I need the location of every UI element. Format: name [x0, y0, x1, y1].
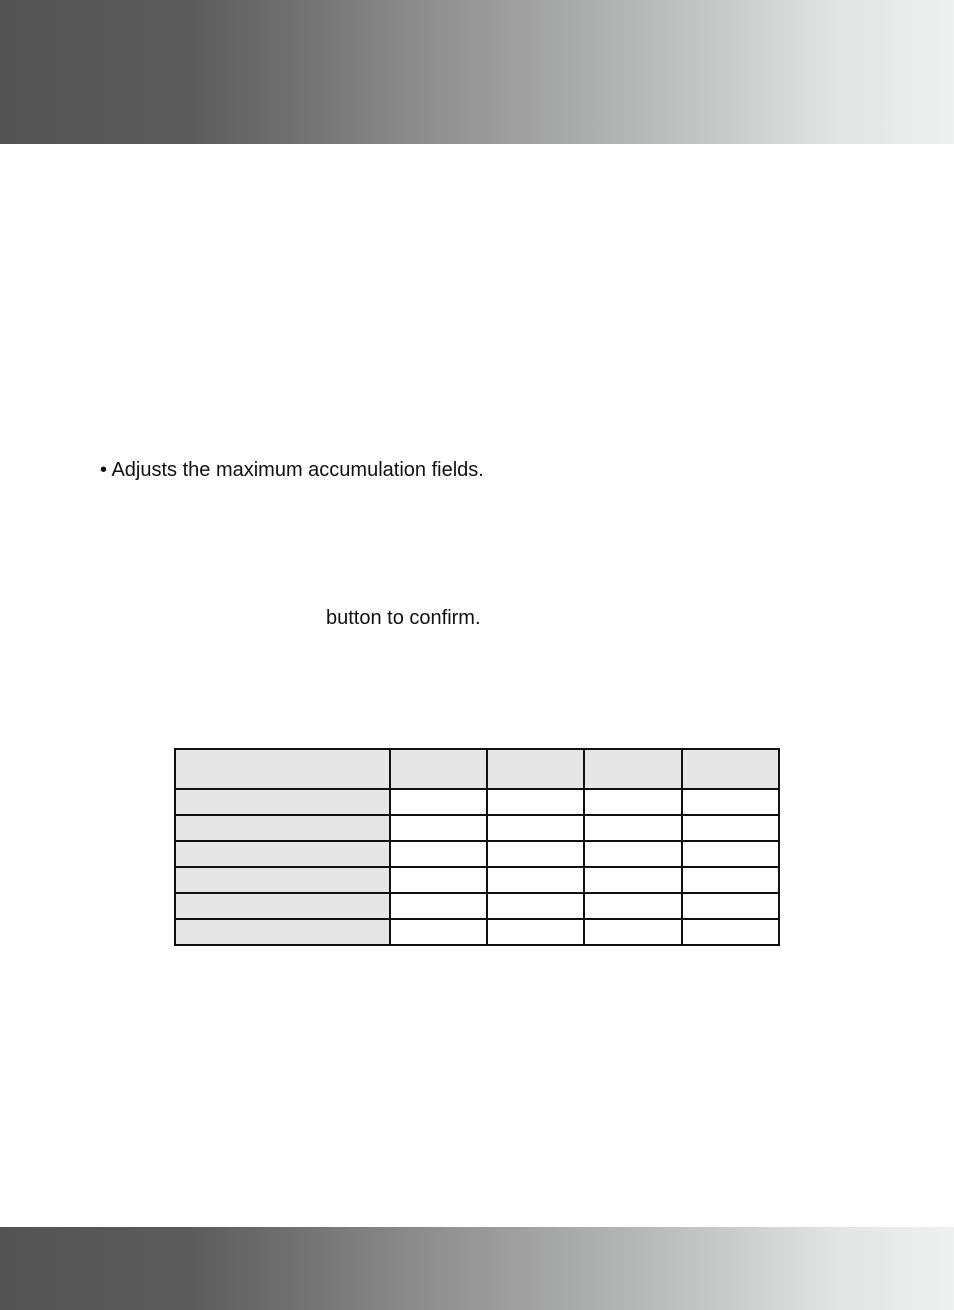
table-cell [584, 815, 681, 841]
table-cell [390, 841, 487, 867]
table-cell [390, 893, 487, 919]
table-cell [390, 815, 487, 841]
table-cell [682, 893, 779, 919]
table-row-label-cell [175, 919, 390, 945]
table-header-cell [175, 749, 390, 789]
table-cell [487, 841, 584, 867]
table-header-cell [584, 749, 681, 789]
table-row [175, 789, 779, 815]
table-cell [487, 919, 584, 945]
table-header-cell [487, 749, 584, 789]
table-cell [584, 841, 681, 867]
table-row [175, 867, 779, 893]
table-row-label-cell [175, 893, 390, 919]
table-cell [487, 789, 584, 815]
table-header-cell [682, 749, 779, 789]
bullet-description: • Adjusts the maximum accumulation fields. [100, 459, 484, 481]
table-cell [487, 893, 584, 919]
table-row [175, 919, 779, 945]
table-cell [584, 789, 681, 815]
settings-table [174, 748, 780, 946]
table-cell [682, 789, 779, 815]
footer-gradient-band [0, 1227, 954, 1310]
table-row-label-cell [175, 867, 390, 893]
table-cell [584, 919, 681, 945]
table-row-label-cell [175, 815, 390, 841]
table-row [175, 841, 779, 867]
table-cell [682, 841, 779, 867]
table-cell [487, 815, 584, 841]
table-cell [390, 789, 487, 815]
table-cell [682, 867, 779, 893]
table-cell [584, 893, 681, 919]
table-cell [487, 867, 584, 893]
table-cell [390, 867, 487, 893]
table-cell [390, 919, 487, 945]
table-cell [682, 919, 779, 945]
table-row-label-cell [175, 789, 390, 815]
table-row [175, 893, 779, 919]
table-header-cell [390, 749, 487, 789]
table-cell [584, 867, 681, 893]
table-header-row [175, 749, 779, 789]
table-row-label-cell [175, 841, 390, 867]
confirm-instruction: button to confirm. [326, 607, 481, 629]
header-gradient-band [0, 0, 954, 144]
table-cell [682, 815, 779, 841]
table-row [175, 815, 779, 841]
